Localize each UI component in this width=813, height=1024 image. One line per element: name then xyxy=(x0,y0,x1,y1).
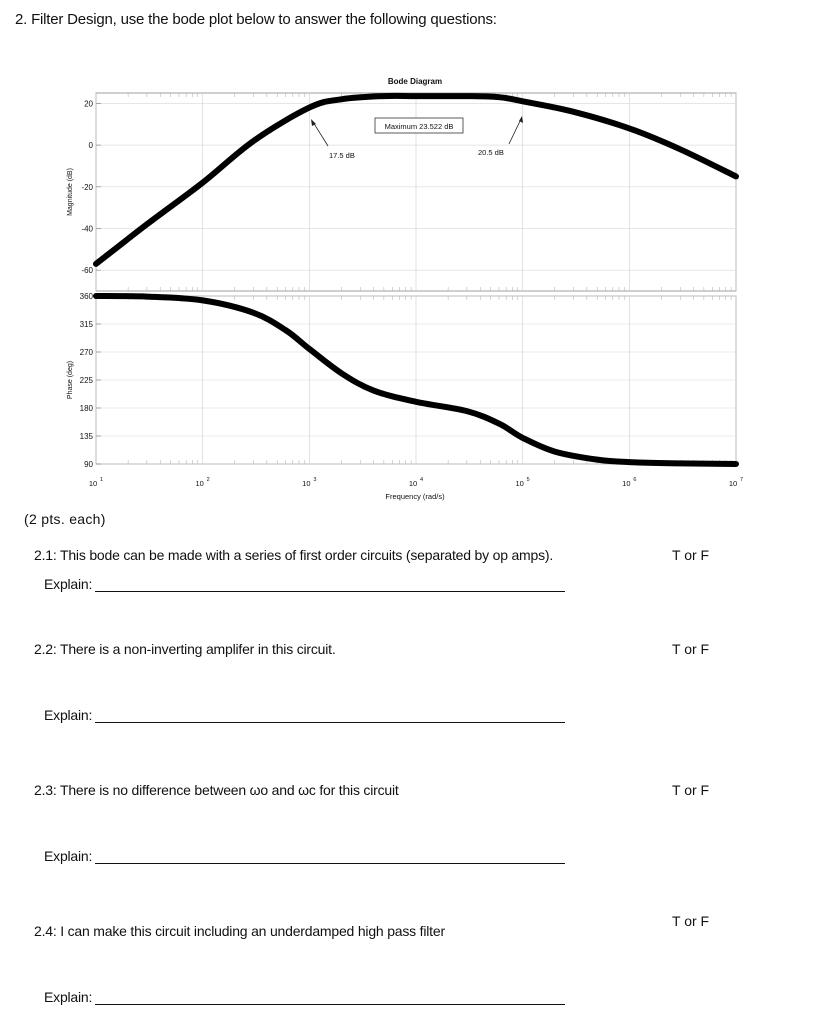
magnitude-ylabel: Magnitude (dB) xyxy=(67,168,74,216)
explain-label-2-2: Explain: xyxy=(44,707,93,723)
x-tick-exponent: 2 xyxy=(206,477,210,483)
explain-label-2-4: Explain: xyxy=(44,989,93,1005)
true-false-2-2[interactable]: T or F xyxy=(672,641,710,657)
x-tick-label: 10 xyxy=(88,479,98,488)
question-2-4: 2.4: I can make this circuit including an underdamped high pass filter xyxy=(34,923,445,939)
question-2-1: 2.1: This bode can be made with a series of first order circuits (separated by op amps). xyxy=(34,547,554,563)
plot-background xyxy=(92,47,744,495)
y-tick-label: -40 xyxy=(81,224,93,234)
explain-label-2-1: Explain: xyxy=(44,576,93,592)
true-false-2-4[interactable]: T or F xyxy=(672,913,710,929)
x-tick-exponent: 5 xyxy=(526,477,530,483)
annotation-20-5-db: 20.5 dB xyxy=(478,148,504,157)
y-tick-label: 0 xyxy=(88,141,93,151)
true-false-2-3[interactable]: T or F xyxy=(672,782,710,798)
question-2-3: 2.3: There is no difference between ωo and ωc for this circuit xyxy=(34,782,399,798)
x-tick-exponent: 6 xyxy=(633,477,637,483)
y-tick-label: 135 xyxy=(79,432,93,441)
x-tick-label: 10 xyxy=(302,479,311,488)
bode-plot xyxy=(0,0,813,505)
page-heading: 2. Filter Design, use the bode plot below to answer the following questions: xyxy=(15,11,497,28)
true-false-2-1[interactable]: T or F xyxy=(672,547,710,563)
explain-line-2-4[interactable] xyxy=(95,1004,565,1005)
chart-xlabel: Frequency (rad/s) xyxy=(385,492,445,501)
x-tick-label: 10 xyxy=(195,479,204,488)
y-tick-label: 360 xyxy=(79,292,93,301)
y-tick-label: 270 xyxy=(79,348,93,357)
x-tick-label: 10 xyxy=(408,479,418,488)
explain-line-2-3[interactable] xyxy=(95,863,565,864)
explain-label-2-3: Explain: xyxy=(44,848,93,864)
y-tick-label: 315 xyxy=(79,320,93,329)
annotation-17-5-db: 17.5 dB xyxy=(329,151,355,160)
y-tick-label: 90 xyxy=(84,460,93,469)
y-tick-label: 225 xyxy=(79,376,93,385)
x-tick-label: 10 xyxy=(515,479,524,488)
points-label: (2 pts. each) xyxy=(24,511,106,527)
y-tick-label: -60 xyxy=(81,266,93,276)
phase-ylabel: Phase (deg) xyxy=(67,360,74,400)
x-tick-exponent: 3 xyxy=(313,477,317,483)
max-annotation: Maximum 23.522 dB xyxy=(384,122,454,131)
y-tick-label: 180 xyxy=(79,404,93,413)
y-tick-label: 20 xyxy=(84,99,93,109)
y-tick-label: -20 xyxy=(81,182,93,192)
x-tick-exponent: 1 xyxy=(100,477,104,483)
chart-title: Bode Diagram xyxy=(387,77,443,86)
explain-line-2-1[interactable] xyxy=(95,591,565,592)
x-tick-label: 10 xyxy=(728,479,738,488)
x-tick-exponent: 4 xyxy=(420,477,424,483)
x-tick-exponent: 7 xyxy=(740,477,744,483)
x-tick-label: 10 xyxy=(622,479,631,488)
explain-line-2-2[interactable] xyxy=(95,722,565,723)
question-2-2: 2.2: There is a non-inverting amplifer in this circuit. xyxy=(34,641,336,657)
